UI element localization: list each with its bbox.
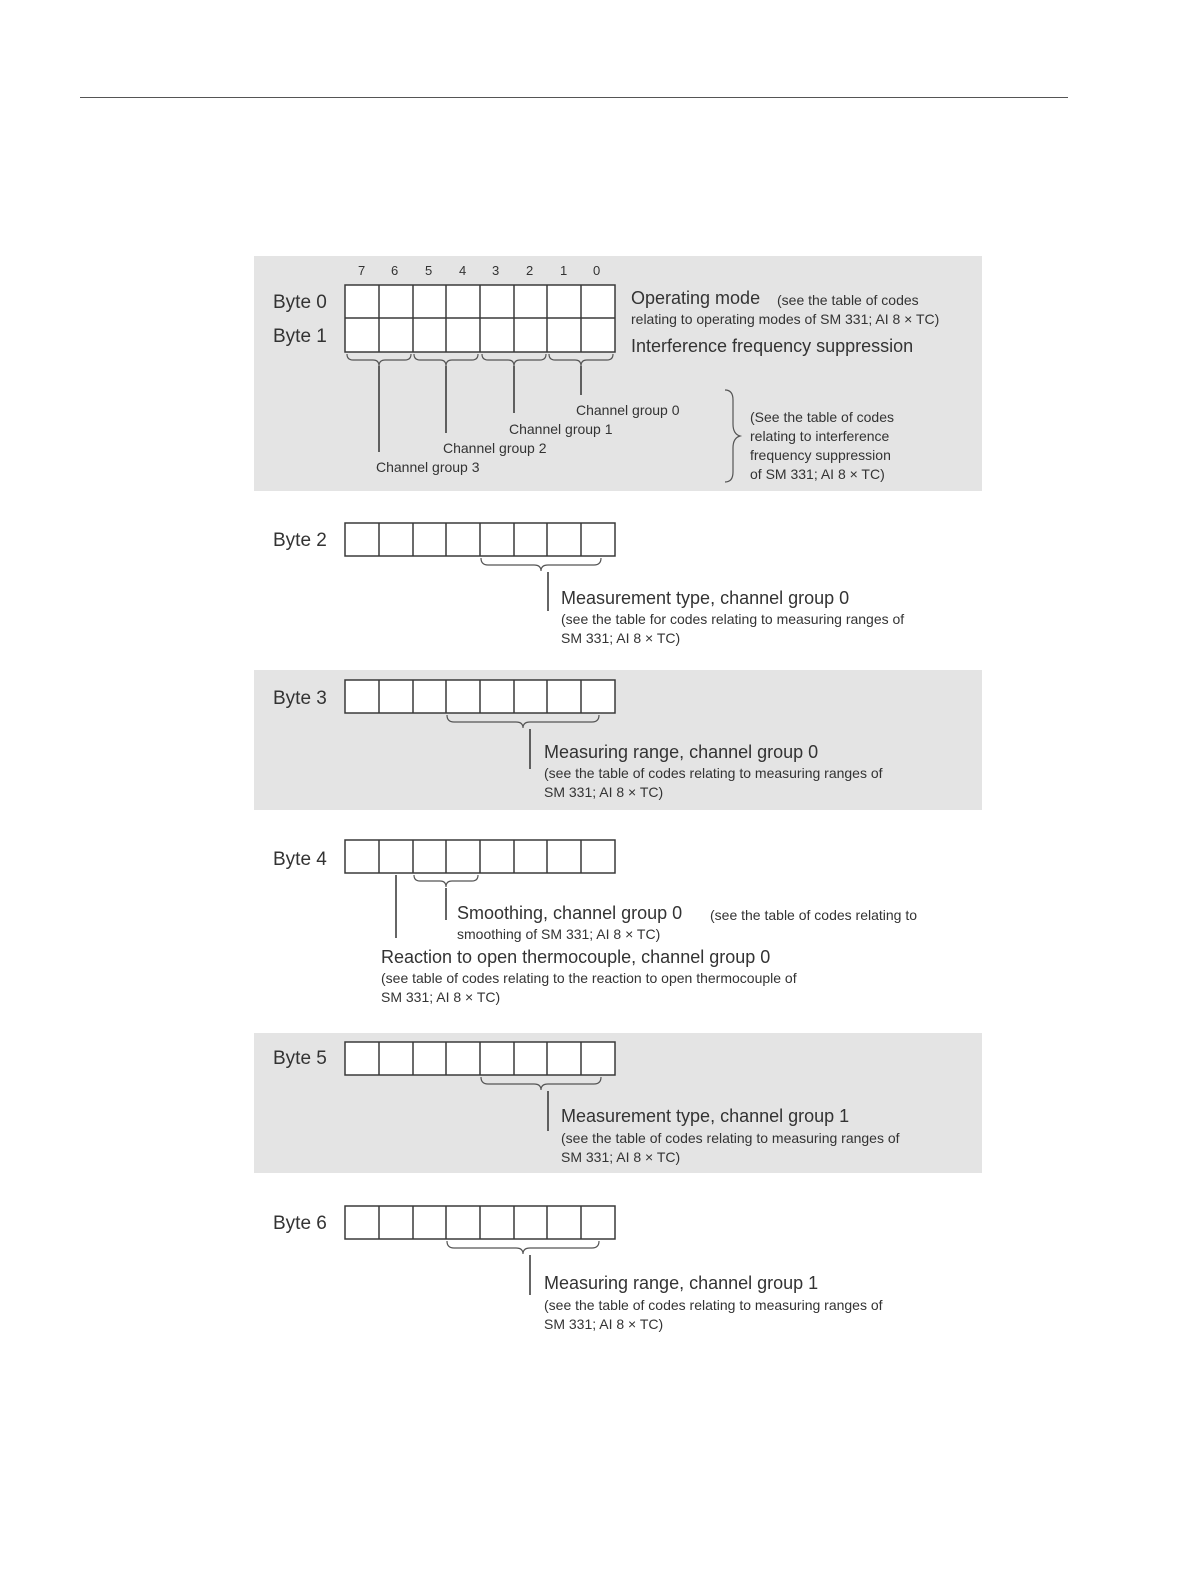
- byte2-note-2: SM 331; AI 8 × TC): [561, 630, 681, 646]
- channel-group-1: Channel group 1: [509, 421, 613, 437]
- bit-number-2: 2: [526, 263, 534, 278]
- byte4-reaction-note-2: SM 331; AI 8 × TC): [381, 989, 501, 1005]
- channel-group-0: Channel group 0: [576, 402, 680, 418]
- byte-label-1: Byte 1: [273, 326, 327, 347]
- reference-brace: [725, 390, 740, 482]
- bit-number-5: 5: [425, 263, 433, 278]
- bit-number-4: 4: [459, 263, 467, 278]
- byte1-ref-line-4: of SM 331; AI 8 × TC): [750, 466, 885, 482]
- byte6-brace: [447, 1241, 599, 1254]
- byte5-brace: [481, 1077, 601, 1090]
- bit-number-3: 3: [492, 263, 500, 278]
- byte-label-0: Byte 0: [273, 292, 327, 313]
- byte0-note-2: relating to operating modes of SM 331; AI 8 × TC): [631, 311, 940, 327]
- byte2-note-1: (see the table for codes relating to measuring ranges of: [561, 611, 905, 627]
- byte1-braces: [347, 354, 613, 366]
- channel-group-2: Channel group 2: [443, 440, 547, 456]
- byte3-brace: [447, 715, 599, 728]
- byte1-ref-line-1: (See the table of codes: [750, 409, 894, 425]
- byte3-title: Measuring range, channel group 0: [544, 742, 819, 762]
- byte3-note-1: (see the table of codes relating to measuring ranges of: [544, 765, 883, 781]
- channel-group-3: Channel group 3: [376, 459, 480, 475]
- byte0-title: Operating mode: [631, 288, 761, 308]
- byte6-note-1: (see the table of codes relating to measuring ranges of: [544, 1297, 883, 1313]
- bit-number-0: 0: [593, 263, 601, 278]
- bit-number-1: 1: [560, 263, 568, 278]
- byte5-note-1: (see the table of codes relating to measuring ranges of: [561, 1130, 900, 1146]
- byte-label-5: Byte 5: [273, 1048, 327, 1069]
- byte4-smoothing-note-2: smoothing of SM 331; AI 8 × TC): [457, 926, 661, 942]
- byte4-reaction-note-1: (see table of codes relating to the reaction to open thermocouple of: [381, 970, 797, 986]
- byte5-note-2: SM 331; AI 8 × TC): [561, 1149, 681, 1165]
- byte4-smoothing-title: Smoothing, channel group 0: [457, 903, 683, 923]
- byte1-ref-line-2: relating to interference: [750, 428, 890, 444]
- byte-label-6: Byte 6: [273, 1213, 327, 1234]
- byte4-reaction-title: Reaction to open thermocouple, channel group 0: [381, 947, 771, 967]
- bit-number-7: 7: [358, 263, 366, 278]
- byte-label-2: Byte 2: [273, 530, 327, 551]
- byte6-title: Measuring range, channel group 1: [544, 1273, 819, 1293]
- byte4-smoothing-note-1: (see the table of codes relating to: [710, 907, 918, 923]
- byte1-title: Interference frequency suppression: [631, 336, 914, 356]
- byte1-ref-line-3: frequency suppression: [750, 447, 891, 463]
- byte3-note-2: SM 331; AI 8 × TC): [544, 784, 664, 800]
- byte4-brace: [414, 875, 478, 887]
- byte5-title: Measurement type, channel group 1: [561, 1106, 850, 1126]
- byte-label-4: Byte 4: [273, 849, 327, 870]
- byte1-reference: [750, 408, 894, 484]
- byte-label-3: Byte 3: [273, 688, 327, 709]
- bit-number-6: 6: [391, 263, 399, 278]
- byte2-brace: [481, 558, 601, 571]
- byte6-note-2: SM 331; AI 8 × TC): [544, 1316, 664, 1332]
- byte2-title: Measurement type, channel group 0: [561, 588, 850, 608]
- byte0-note-1: (see the table of codes: [777, 292, 919, 308]
